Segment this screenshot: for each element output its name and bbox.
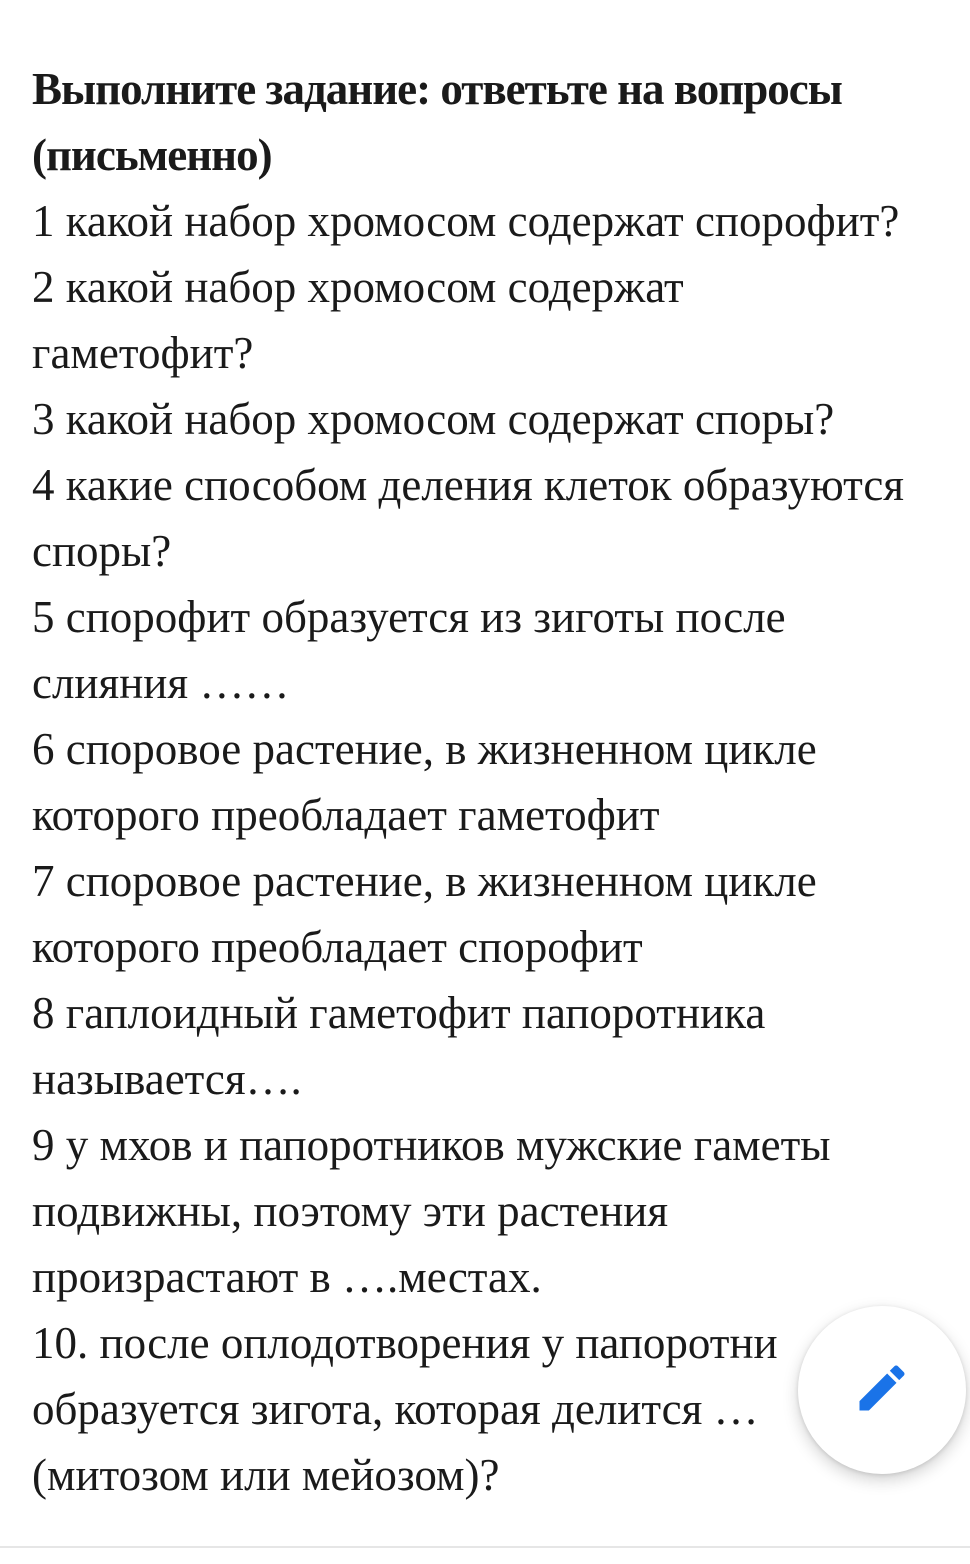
question-line: (митозом или мейозом)? (32, 1450, 500, 1500)
question-line: 8 гаплоидный гаметофит папоротника (32, 988, 766, 1038)
question-line: произрастают в ….местах. (32, 1252, 542, 1302)
question-line: гаметофит? (32, 328, 254, 378)
question-line: 6 споровое растение, в жизненном цикле (32, 724, 817, 774)
question-line: 5 спорофит образуется из зиготы после (32, 592, 786, 642)
task-title-line-2: (письменно) (32, 130, 272, 180)
question-line: образуется зигота, которая делится … (32, 1384, 759, 1434)
question-line: 4 какие способом деления клеток образуются (32, 460, 904, 510)
edit-answer-button[interactable] (798, 1306, 966, 1474)
bottom-divider (0, 1546, 970, 1548)
question-line: споры? (32, 526, 172, 576)
question-line: 2 какой набор хромосом содержат (32, 262, 684, 312)
question-line: которого преобладает гаметофит (32, 790, 660, 840)
question-line: называется…. (32, 1054, 302, 1104)
question-line: слияния …… (32, 658, 290, 708)
task-content (32, 56, 962, 1508)
pencil-icon (852, 1358, 912, 1423)
question-line: которого преобладает спорофит (32, 922, 643, 972)
question-line: 10. после оплодотворения у папоротни (32, 1318, 778, 1368)
task-title-line-1: Выполните задание: ответьте на вопросы (32, 64, 842, 114)
question-line: 1 какой набор хромосом содержат спорофит? (32, 196, 900, 246)
question-line: 9 у мхов и папоротников мужские гаметы (32, 1120, 831, 1170)
question-line: 7 споровое растение, в жизненном цикле (32, 856, 817, 906)
question-line: 3 какой набор хромосом содержат споры? (32, 394, 835, 444)
question-line: подвижны, поэтому эти растения (32, 1186, 669, 1236)
